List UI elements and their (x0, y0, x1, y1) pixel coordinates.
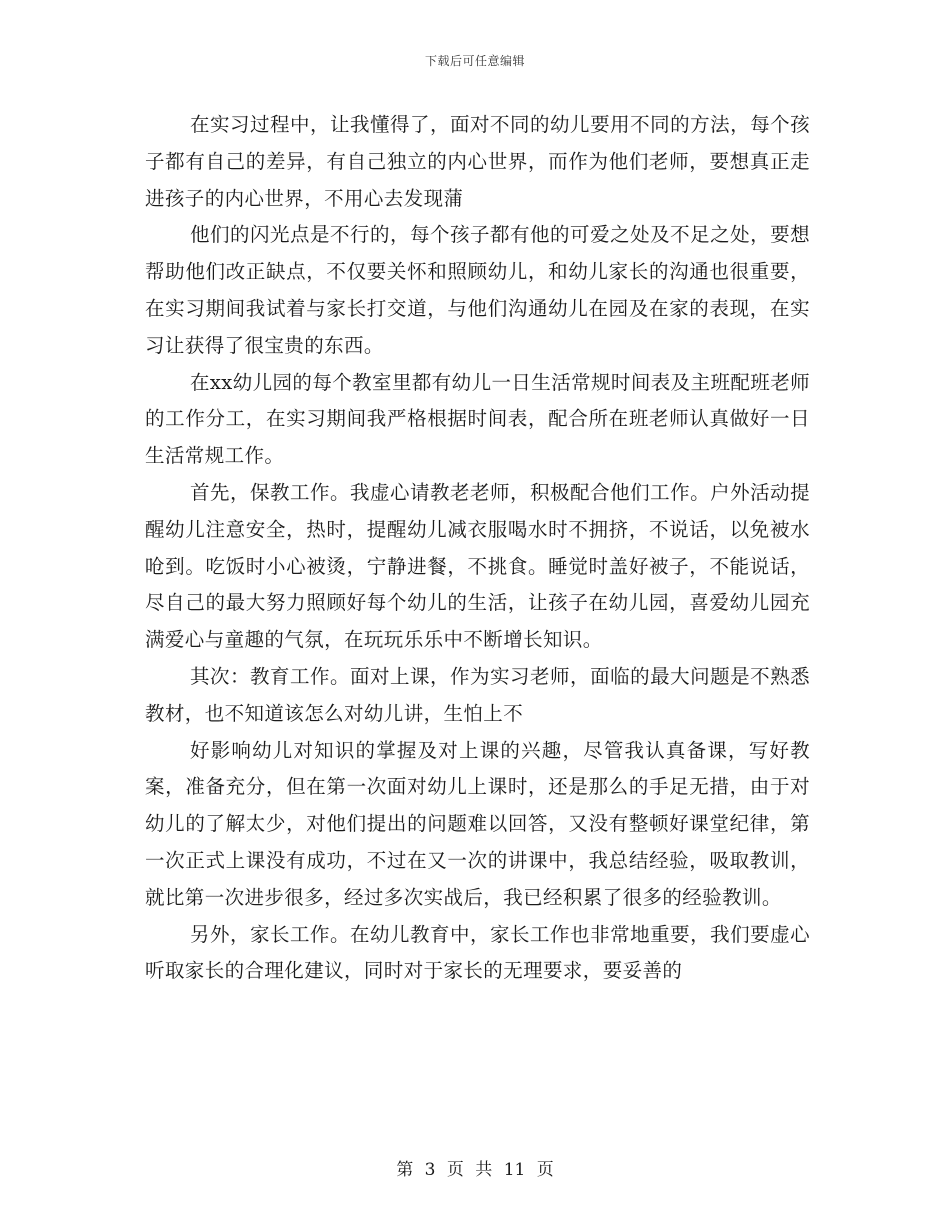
paragraph-5: 其次：教育工作。面对上课，作为实习老师，面临的最大问题是不熟悉教材，也不知道该怎么对幼儿讲，生怕上不 (145, 664, 810, 725)
document-body (145, 107, 810, 990)
paragraph-3: 在xx幼儿园的每个教室里都有幼儿一日生活常规时间表及主班配班老师的工作分工，在实习期间我严格根据时间表，配合所在班老师认真做好一日生活常规工作。 (145, 370, 810, 468)
paragraph-2: 他们的闪光点是不行的，每个孩子都有他的可爱之处及不足之处，要想帮助他们改正缺点，不仅要关怀和照顾幼儿，和幼儿家长的沟通也很重要，在实习期间我试着与家长打交道，与他们沟通幼儿在园及在家的表现，在实习让获得了很宝贵的东西。 (145, 223, 810, 357)
paragraph-4: 首先，保教工作。我虚心请教老老师，积极配合他们工作。户外活动提醒幼儿注意安全，热时，提醒幼儿减衣服喝水时不拥挤，不说话，以免被水呛到。吃饭时小心被烫，宁静进餐，不挑食。睡觉时盖好被子，不能说话，尽自己的最大努力照顾好每个幼儿的生活，让孩子在幼儿园，喜爱幼儿园充满爱心与童趣的气氛，在玩玩乐乐中不断增长知识。 (145, 480, 810, 652)
paragraph-6: 好影响幼儿对知识的掌握及对上课的兴趣，尽管我认真备课，写好教案，准备充分，但在第一次面对幼儿上课时，还是那么的手足无措，由于对幼儿的了解太少，对他们提出的问题难以回答，又没有整顿好课堂纪律，第一次正式上课没有成功，不过在又一次的讲课中，我总结经验，吸取教训，就比第一次进步很多，经过多次实战后，我已经积累了很多的经验教训。 (145, 738, 810, 909)
page-number-footer: 第 3 页 共 11 页 (396, 1160, 554, 1180)
page-header: 下载后可任意编辑 (424, 54, 525, 68)
paragraph-7: 另外，家长工作。在幼儿教育中，家长工作也非常地重要，我们要虚心听取家长的合理化建议，同时对于家长的无理要求，要妥善的 (145, 922, 810, 983)
paragraph-1: 在实习过程中，让我懂得了，面对不同的幼儿要用不同的方法，每个孩子都有自己的差异，有自己独立的内心世界，而作为他们老师，要想真正走进孩子的内心世界，不用心去发现蒲 (145, 113, 810, 210)
